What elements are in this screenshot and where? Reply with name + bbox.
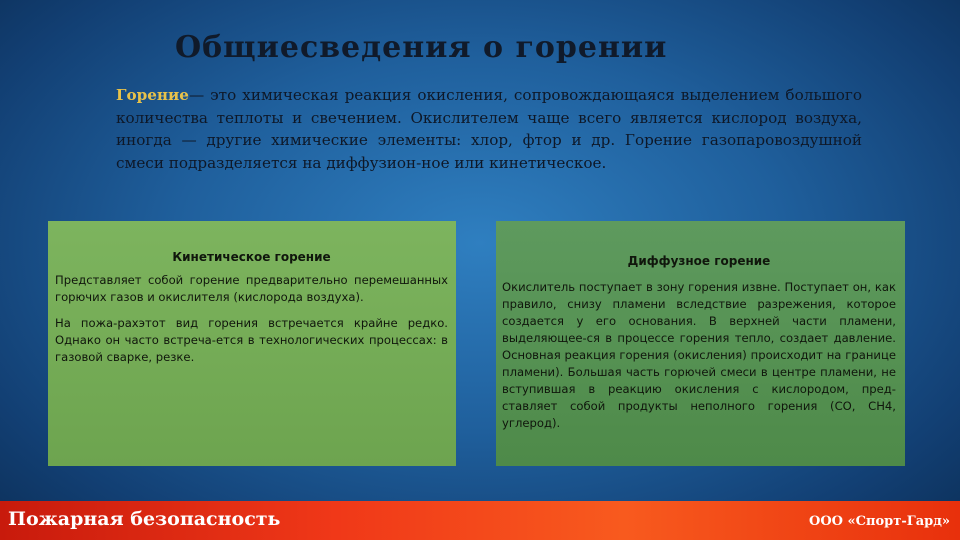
kinetic-paragraph-1: Представляет собой горение предварительно перемешанных горючих газов и окислителя (кислорода воздуха). [55, 273, 448, 304]
diffusion-paragraph-1: Окислитель поступает в зону горения извне. Поступает он, как правило, снизу пламени вследствие разрежения, которое создается у его основания. В верхней части пламени, выделяющее-ся в процессе горения тепло, создает давление. Основная реакция горения (окисления) происходит на границе пламени). Большая часть горючей смеси в центре пламени, не вступившая в реакцию окисления с кислородом, пред-ставляет собой продукты неполного горения (СО, СН4, углерод). [502, 280, 896, 430]
intro-paragraph [116, 84, 862, 174]
footer-bar [0, 501, 960, 540]
intro-text: — это химическая реакция окисления, сопровождающаяся выделением большого количества теплоты и свечением. Окислителем чаще всего является кислород воздуха, иногда — другие химические элементы: хлор, фтор и др. Горение газопаровоздушной смеси подразделяется на диффузион-ное или кинетическое. [116, 86, 862, 172]
diffusion-combustion-heading: Диффузное горение [627, 254, 771, 268]
footer-course-title: Пожарная безопасность [8, 508, 281, 530]
kinetic-combustion-box [48, 221, 456, 466]
kinetic-combustion-heading: Кинетическое горение [172, 250, 331, 264]
diffusion-combustion-box [496, 221, 905, 466]
intro-term: Горение [116, 86, 189, 104]
slide-title: Общиесведения о горении [175, 30, 668, 65]
footer-company-name: ООО «Спорт-Гард» [809, 514, 950, 529]
kinetic-paragraph-2: На пожа-рахэтот вид горения встречается крайне редко. Однако он часто встреча-ется в технологических процессах: в газовой сварке, резке. [55, 316, 448, 364]
